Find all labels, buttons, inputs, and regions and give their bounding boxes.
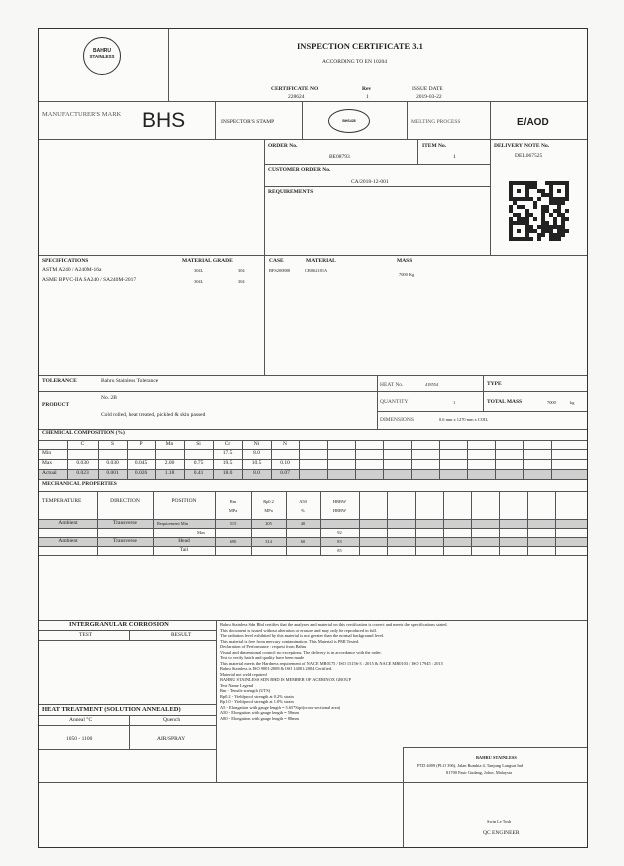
mech-header-a50-unit: % (301, 508, 305, 513)
total-mass-value: 7000 (547, 400, 556, 405)
material-label: MATERIAL (306, 258, 336, 264)
chem-max-n: 0.10 (280, 460, 290, 466)
note-line: Declaration of Performance : request from Bahru (220, 644, 307, 649)
note-line: Material not weld repaired (220, 671, 267, 677)
chem-header-mn: Mn (165, 441, 174, 447)
mech-r1-max: Max (197, 530, 206, 535)
manufacturer-mark-label: MANUFACTURER'S MARK (42, 111, 122, 118)
intergranular-title: INTERGRANULAR CORROSION (69, 621, 169, 628)
chem-max-c: 0.030 (76, 460, 89, 466)
specifications-label: SPECIFICATIONS (42, 258, 89, 264)
rev-value: 1 (366, 94, 369, 100)
mech-header-position: POSITION (171, 498, 197, 504)
mass-value: 7000 Kg (399, 272, 415, 277)
mech-r1-hrbw: 92 (337, 530, 342, 535)
chem-header-p: P (139, 441, 143, 447)
mechanical-title: MECHANICAL PROPERTIES (42, 481, 117, 487)
signatory-name: Swin Le Tosh (487, 819, 512, 824)
mech-r1-position: Requirement Min (157, 521, 189, 526)
order-no-label: ORDER No. (268, 143, 298, 149)
rev-label: Rev (362, 86, 372, 92)
anneal-label: Anneal °C (69, 717, 93, 723)
heat-treatment-title: HEAT TREATMENT (SOLUTION ANNEALED) (42, 706, 181, 713)
chem-row-label-min: Min (42, 450, 52, 456)
chem-actual-n: 0.07 (280, 470, 290, 476)
cert-no-label: CERTIFICATE NO (271, 86, 319, 92)
quench-value: AIR/SPRAY (157, 736, 186, 742)
mech-header-hrbw-2: HRBW (332, 508, 347, 513)
quantity-label: QUANTITY (380, 399, 409, 405)
note-line: A5 - Elongation with gauge length = 5.65*Sqrt(cross-sectional area) (220, 704, 341, 710)
mech-r2-hrbw-head: 83 (337, 539, 342, 544)
chem-row-label-max: Max (42, 460, 53, 466)
chem-actual-si: 0.41 (193, 470, 204, 476)
requirements-label: REQUIREMENTS (268, 189, 314, 195)
customer-order-label: CUSTOMER ORDER No. (268, 167, 331, 173)
anneal-value: 1050 - 1100 (66, 736, 93, 742)
note-line: Bahru Stainless Sdn Bhd certifies that the analyses and material on this certification is correct and meets the specifications stated. (220, 622, 448, 627)
item-no-label: ITEM No. (422, 143, 447, 149)
intergranular-test: TEST (79, 632, 93, 638)
mass-label: MASS (397, 258, 413, 264)
total-mass-unit: kg (570, 400, 575, 405)
inspector-stamp-label: INSPECTOR'S STAMP (221, 119, 275, 125)
qr-module (565, 237, 569, 241)
chem-header-cr: Cr (224, 441, 231, 447)
chem-actual-mn: 1.18 (164, 470, 175, 476)
mech-header-a50: A50 (299, 499, 307, 504)
chem-header-si: Si (196, 441, 201, 447)
case-label: CASE (269, 258, 284, 264)
product-finish: No. 2B (101, 395, 117, 401)
footer-company: BAHRU STAINLESS (476, 755, 517, 760)
chem-actual-ni: 8.0 (253, 470, 260, 476)
chem-min-cr: 17.5 (222, 450, 233, 456)
note-line: Bahru Stainless is ISO 9001:2008 & ISO 14001:2004 Certified. (220, 666, 333, 671)
chem-max-ni: 10.5 (251, 460, 262, 466)
notes-list (220, 622, 584, 721)
chem-actual-p: 0.026 (134, 470, 148, 476)
note-line: Test to verify batch and quality have been made (220, 655, 305, 660)
chem-max-s: 0.030 (106, 460, 119, 466)
note-line: Visual and dimensional control: no exceptions. The delivery is in accordance with the order. (220, 649, 382, 655)
spec-line-1: ASTM A240 / A240M-16a (42, 267, 102, 273)
chem-row-label-actual: Actual (42, 470, 57, 476)
chem-header-n: N (283, 441, 287, 447)
quantity-value: 1 (453, 400, 456, 405)
chem-actual-s: 0.001 (106, 470, 119, 476)
tolerance-value: Bahru Stainless Tolerance (101, 378, 159, 384)
footer-address-2: 81700 Pasir Gudang, Johor, Malaysia (446, 770, 512, 775)
mech-r2-temperature: Ambient (58, 538, 78, 544)
mech-header-rm: Rm (229, 499, 237, 504)
note-line: A50 - Elongation with gauge length = 50mm (220, 710, 299, 715)
issue-date-label: ISSUE DATE (412, 86, 443, 92)
type-label: TYPE (487, 381, 502, 387)
mech-r1-direction: Transverse (113, 520, 137, 526)
note-line: This material meets the Hardness requirement of NACE MR0175 / ISO 15156-3 : 2015 & NACE MR0103 / ISO 17945 : 2015 (220, 660, 443, 666)
total-mass-label: TOTAL MASS (487, 399, 523, 405)
mech-r1-rm: 515 (229, 521, 237, 526)
mech-r1-temperature: Ambient (58, 520, 78, 526)
mech-header-direction: DIRECTION (110, 498, 140, 504)
cert-no-value: 228624 (288, 94, 305, 100)
mech-header-rp-unit: MPa (264, 508, 273, 513)
grade-1a: 304L (194, 268, 204, 273)
chem-max-p: 0.045 (134, 460, 148, 466)
spec-line-2: ASME BPVC-IIA SA240 / SA240M-2017 (42, 277, 137, 283)
note-line: This material is free from mercury contamination. This Material is PMI Tested. (220, 638, 360, 644)
grade-2a: 304L (194, 279, 204, 284)
chem-header-s: S (110, 441, 115, 447)
mech-header-rm-unit: MPa (228, 508, 238, 513)
intergranular-result: RESULT (171, 632, 192, 638)
note-line: This document is issued without alteration or erasure and may only be reproduced in full. (220, 627, 377, 633)
customer-order-value: CA/2018-12-001 (351, 179, 389, 185)
chem-min-ni: 8.0 (253, 450, 260, 456)
chem-header-c: C (80, 441, 85, 447)
inspector-stamp-icon: BHS428 (328, 109, 370, 133)
order-no-value: BE08793 (329, 154, 350, 160)
note-line: BAHRU STAINLESS SDN BHD IS MEMBER OF ACERINOX GROUP (220, 677, 351, 682)
dimensions-value: 0.6 mm x 1270 mm x COIL (439, 417, 489, 422)
melting-process-label: MELTING PROCESS (411, 119, 461, 125)
heat-no-value: 418554 (425, 382, 439, 387)
manufacturer-mark-value: BHS (142, 109, 186, 132)
chemical-title: CHEMICAL COMPOSITION (%) (42, 430, 125, 436)
chem-actual-c: 0.023 (76, 470, 89, 476)
mech-r1-rp: 205 (265, 521, 272, 526)
chem-actual-cr: 18.0 (222, 470, 233, 476)
product-label: PRODUCT (42, 402, 70, 408)
delivery-note-label: DELIVERY NOTE No. (494, 143, 550, 149)
certificate-subtitle: ACCORDING TO EN 10204 (322, 59, 388, 65)
mech-r2-a50: 60 (300, 539, 306, 544)
mech-header-temperature: TEMPERATURE (42, 498, 82, 504)
mech-r2-rp: 314 (265, 539, 272, 544)
mech-r2-rm: 690 (229, 539, 237, 544)
chem-max-mn: 2.00 (164, 460, 175, 466)
heat-no-label: HEAT No. (380, 382, 404, 388)
bahru-stainless-logo: BAHRU STAINLESS (83, 37, 121, 75)
note-line: A80 - Elongation with gauge length = 80mm (220, 715, 299, 721)
grade-1b: 304 (238, 268, 245, 273)
mech-r1-a50: 40 (300, 521, 306, 526)
chem-max-cr: 19.5 (222, 460, 233, 466)
issue-date-value: 2019-03-22 (416, 94, 442, 100)
mech-r2-direction: Transverse (113, 538, 137, 544)
note-line: Rp1.0 - Yieldproof strength at 1.0% strain (220, 699, 294, 704)
delivery-note-value: DEL067525 (515, 153, 543, 159)
certificate-title: INSPECTION CERTIFICATE 3.1 (297, 41, 423, 51)
certificate-sheet (38, 28, 588, 848)
signatory-role: QC ENGINEER (483, 830, 520, 836)
note-line: The radiation level exhibited by this material is not greater than the normal background level. (220, 633, 385, 638)
note-line: Rp0.2 - Yieldproof strength at 0.2% strain (220, 693, 294, 699)
case-value: BFS200888 (269, 268, 290, 273)
note-line: Rm - Tensile strength (UTS) (220, 688, 271, 693)
note-line: Test Name Legend (220, 682, 254, 688)
dimensions-label: DIMENSIONS (380, 417, 414, 423)
product-description: Cold rolled, heat treated, pickled & skin passed (101, 412, 206, 418)
qr-code-icon (509, 181, 569, 241)
melting-process-value: E/AOD (517, 117, 549, 128)
item-no-value: 1 (453, 154, 456, 160)
mech-header-hrbw: HRBW (332, 499, 347, 504)
mech-header-rp: Rp0.2 (263, 499, 274, 504)
chem-header-ni: Ni (253, 441, 260, 447)
chem-max-si: 0.75 (193, 460, 204, 466)
footer-address-1: PTD 4009 (PLO 396), Jalan Rumbia 4, Tanjung Langsat Ind (417, 763, 524, 768)
tolerance-label: TOLERANCE (42, 378, 77, 384)
quench-label: Quench (163, 717, 181, 723)
mech-r2-position-head: Head (178, 538, 190, 544)
mech-r2-position-tail: Tail (179, 547, 189, 553)
mech-r2-hrbw-tail: 85 (337, 548, 342, 553)
material-grade-label: MATERIAL GRADE (182, 258, 233, 264)
material-value: CB062181A (305, 268, 328, 273)
grade-2b: 304 (238, 279, 245, 284)
